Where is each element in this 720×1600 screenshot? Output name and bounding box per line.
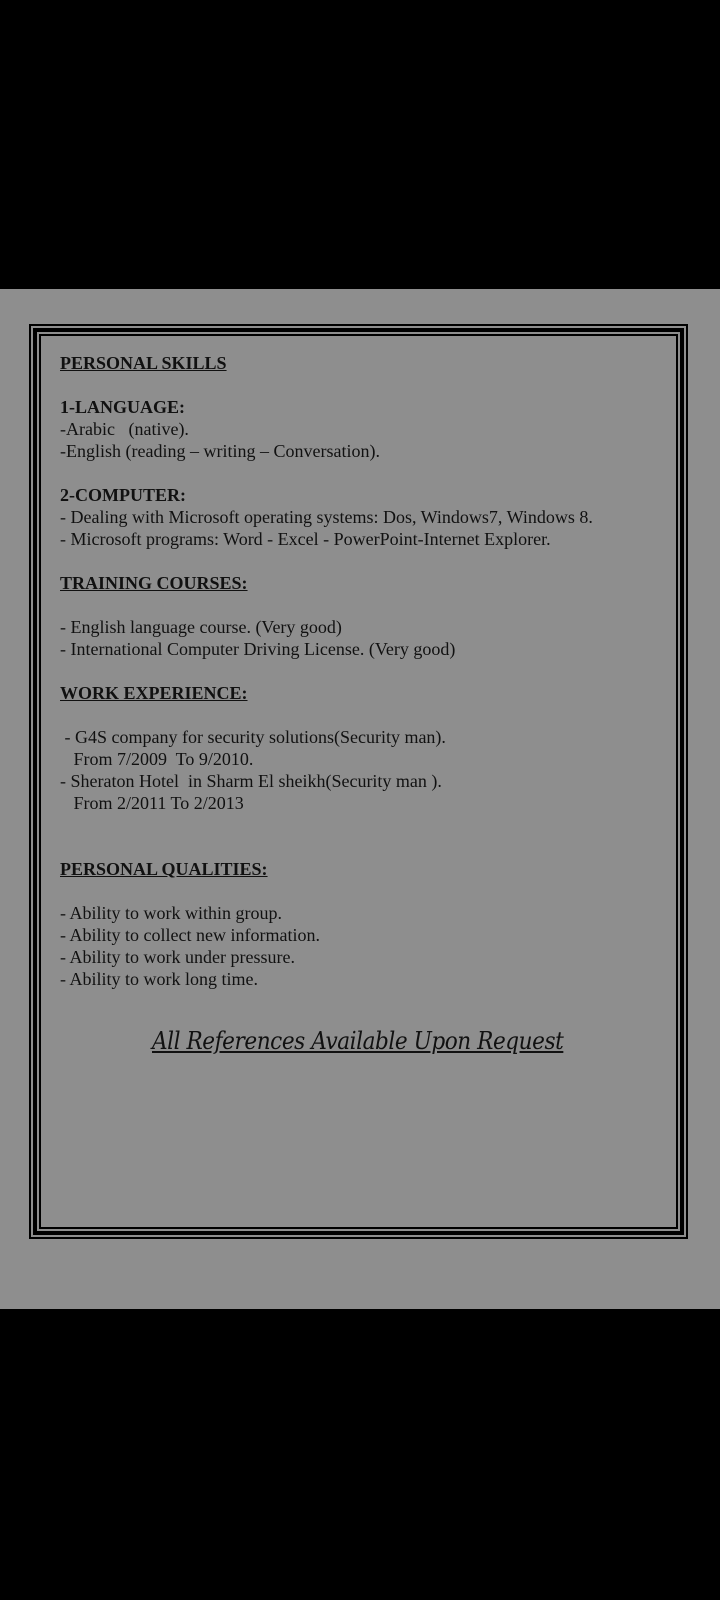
language-item: -English (reading – writing – Conversation). <box>60 441 380 461</box>
work-item: From 2/2011 To 2/2013 <box>60 793 244 813</box>
computer-heading: 2-COMPUTER: <box>60 485 186 505</box>
quality-item: - Ability to collect new information. <box>60 925 320 945</box>
document-page <box>0 289 720 1309</box>
computer-item: - Microsoft programs: Word - Excel - PowerPoint-Internet Explorer. <box>60 529 551 549</box>
work-item: - Sheraton Hotel in Sharm El sheikh(Security man ). <box>60 771 442 791</box>
training-item: - International Computer Driving License. (Very good) <box>60 639 456 659</box>
language-heading: 1-LANGUAGE: <box>60 397 185 417</box>
personal-skills-heading: PERSONAL SKILLS <box>60 353 227 373</box>
quality-item: - Ability to work within group. <box>60 903 282 923</box>
language-item: -Arabic (native). <box>60 419 189 439</box>
work-item: - G4S company for security solutions(Security man). <box>60 727 446 747</box>
training-item: - English language course. (Very good) <box>60 617 342 637</box>
training-courses-heading: TRAINING COURSES: <box>60 573 248 593</box>
computer-item: - Dealing with Microsoft operating systems: Dos, Windows7, Windows 8. <box>60 507 593 527</box>
quality-item: - Ability to work under pressure. <box>60 947 295 967</box>
quality-item: - Ability to work long time. <box>60 969 258 989</box>
work-item: From 7/2009 To 9/2010. <box>60 749 254 769</box>
work-experience-heading: WORK EXPERIENCE: <box>60 683 248 703</box>
references-note: All References Available Upon Request <box>152 1027 564 1055</box>
personal-qualities-heading: PERSONAL QUALITIES: <box>60 859 268 879</box>
